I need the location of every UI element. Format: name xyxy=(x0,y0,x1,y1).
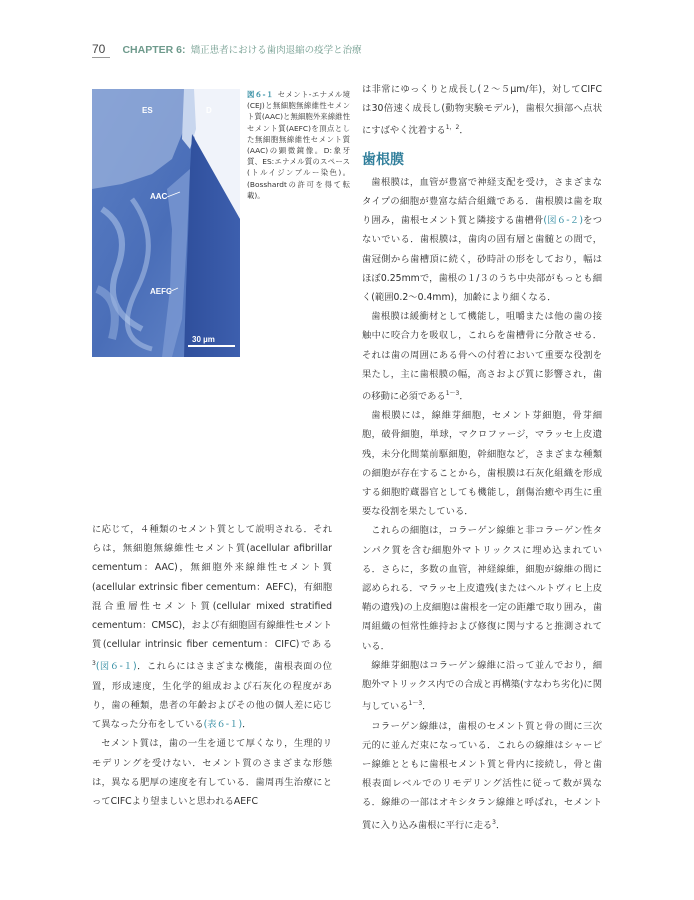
label-d: D xyxy=(206,106,212,115)
header-rule xyxy=(92,57,110,58)
table-reference: (表６-１) xyxy=(203,719,243,731)
scale-bar-label: 30 µm xyxy=(192,335,215,344)
right-text-column xyxy=(362,80,602,835)
section-title: 歯根膜 xyxy=(362,151,404,168)
page-number: 70 xyxy=(92,42,106,56)
right-paragraph-5 xyxy=(362,656,602,717)
right-paragraph-4: これらの細胞は，コラーゲン線維と非コラーゲン性タンパク質を含む細胞外マトリックスに埋め込まれている．さらに，多数の血管，神経線維，細胞が線維の間に認められる．マラッセ上皮遺残(またはヘルトヴィヒ上皮鞘の遺残)の上皮細胞は歯根を一定の距離で取り囲み，歯周組織の恒常性維持および修復に関与すると推測されている． xyxy=(362,525,602,652)
figure-caption xyxy=(247,89,350,201)
right-paragraph-6 xyxy=(362,717,602,835)
right-p0-text: は非常にゆっくりと成長し(２～５µm/年)，対してCIFCは30倍速く成長し(動物実験モデル)，歯根欠損部へ点状にすばやく沈着する xyxy=(362,84,602,137)
label-es: ES xyxy=(142,106,153,115)
right-paragraph-1 xyxy=(362,173,602,307)
right-p6-text: コラーゲン線維は，歯根のセメント質と骨の間に三次元的に並んだ束になっている．これらの線維はシャーピー線維とともに歯根セメント質と骨内に接続し，骨と歯根表面レベルでのリモデリング活性に従って数が異なる．線維の一部はオキシタラン線維と呼ばれ，セメント質に入り込み歯根に平行に走る xyxy=(362,720,602,831)
right-p6-end: ． xyxy=(496,819,506,831)
label-aefc: AEFC xyxy=(150,287,172,296)
left-p1-sup: 3 xyxy=(92,660,96,668)
right-p1a-text: 歯根膜は，血管が豊富で神経支配を受け，さまざまなタイプの細胞が豊富な結合組織である．歯根膜は歯を取り囲み，歯根セメント質と隣接する歯槽骨 xyxy=(362,176,602,227)
right-p1b-text: をつないでいる．歯根膜は，歯肉の固有層と歯髄との間で，歯冠側から歯槽頂に続く，砂時計の形をしており，幅はほぼ0.25mmで，歯根の１/３のうち中央部がもっとも細く(範囲0.2～0.4mm)，加齢により細くなる． xyxy=(362,215,602,303)
right-p5-end: ． xyxy=(422,701,432,713)
page-header xyxy=(92,38,362,54)
left-text-column xyxy=(92,520,332,811)
right-p6-sup: 3 xyxy=(492,818,496,826)
label-aac: AAC xyxy=(150,192,168,201)
micrograph-image xyxy=(92,89,240,357)
chapter-title: 矯正患者における歯肉退縮の疫学と治療 xyxy=(190,45,362,56)
left-p1-end: ． xyxy=(242,719,252,731)
right-paragraph-3: 歯根膜には，線維芽細胞，セメント芽細胞，骨芽細胞，破骨細胞，単球，マクロファージ，マラッセ上皮遺残，未分化間葉前駆細胞，幹細胞など，さまざまな種類の細胞が存在することから，歯根膜は石灰化組織を形成する細胞貯蔵器官としても機能し，創傷治癒や再生に重要な役割を果たしている． xyxy=(362,410,602,518)
left-p1-text: に応じて，４種類のセメント質として説明される．それらは，無細胞無線維性セメント質(acellular afibrillar cementum：AAC)，無細胞外来線維性セメント質(acellular extrinsic fiber cementum：AEFC)，有細胞混合重層性セメント質(cellular mixed stratified cementum：CMSC)，および有細胞固有線維性セメント質(cellular intrinsic fiber cementum：CIFC)である xyxy=(92,524,332,651)
right-p5-text: 線維芽細胞はコラーゲン線維に沿って並んでおり，細胞外マトリックス内での合成と再構築(すなわち劣化)に関与している xyxy=(362,659,602,713)
right-p2-end: ． xyxy=(459,391,469,403)
right-paragraph-0 xyxy=(362,80,602,141)
chapter-label: CHAPTER 6: xyxy=(122,44,186,56)
right-p5-sup: 1～3 xyxy=(408,700,423,708)
left-paragraph-2: セメント質は，歯の一生を通じて厚くなり，生理的リモデリングを受けない．セメント質のさまざまな形態は，異なる肥厚の速度を有している．歯周再生治療にとってCIFCより望ましいと思われるAEFC xyxy=(92,738,332,807)
left-paragraph-1 xyxy=(92,520,332,734)
right-paragraph-2 xyxy=(362,307,602,406)
right-p0-sup: 1，2 xyxy=(445,124,460,132)
figure-reference-2: (図６-２) xyxy=(543,215,583,227)
figure-caption-text: セメント-エナメル境(CEJ)と無細胞無線維性セメント質(AAC)と無細胞外来線維性セメント質(AEFC)を頂点とした無細胞無線維性セメント質(AAC)の顕微鏡像。D:象牙質、ES:エナメル質のスペース(トルイジンブルー染色)。(Bosshardtの許可を得て転載)。 xyxy=(247,90,351,200)
left-p1-tail: ．これらにはさまざまな機能，歯根表面の位置，形成速度，生化学的組成および石灰化の程度があり，歯の種類，患者の年齢およびその他の個人差に応じて異なった分布をしている xyxy=(92,661,332,731)
figure-reference: (図６-１) xyxy=(95,661,137,673)
right-p2-text: 歯根膜は緩衝材として機能し，咀嚼または他の歯の接触中に咬合力を吸収し，これらを歯槽骨に分散させる．それは歯の周囲にある骨への付着において重要な役割を果たし，主に歯根膜の幅，高さおよび質に影響され，歯の移動に必須である xyxy=(362,311,602,403)
figure-caption-number: 図６-１ xyxy=(247,90,274,99)
micrograph-figure xyxy=(92,89,240,357)
right-p0-end: ． xyxy=(459,125,469,137)
right-p2-sup: 1～3 xyxy=(445,389,460,397)
